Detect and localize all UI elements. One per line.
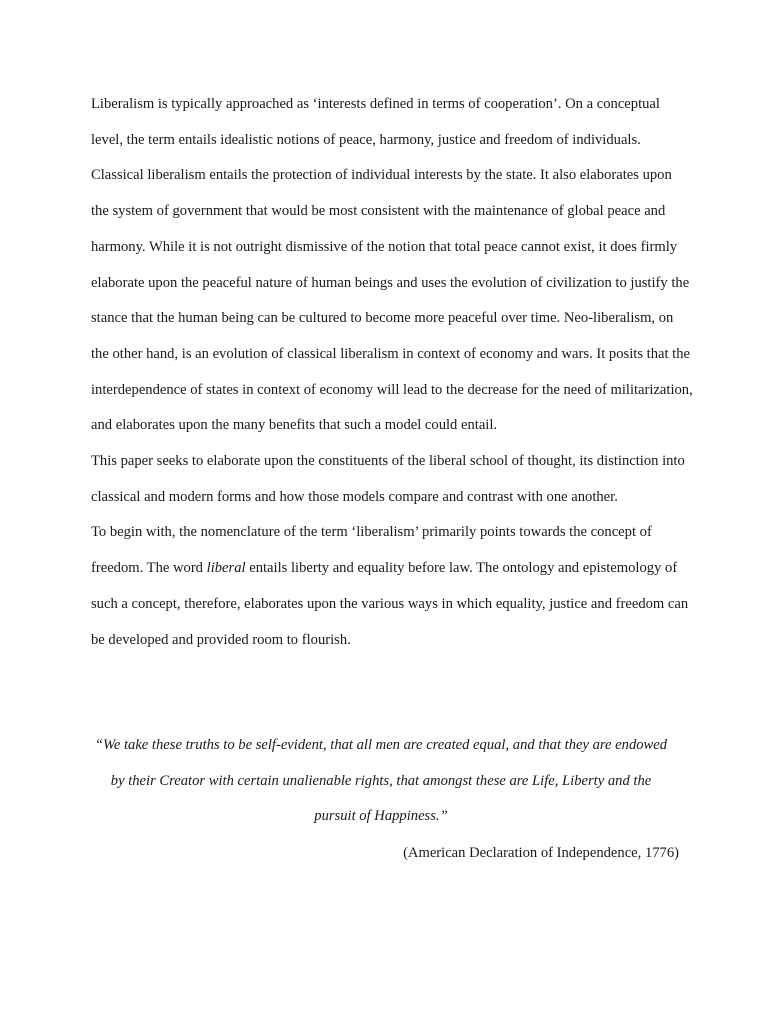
paragraph-3-text-start: To begin with, the nomenclature of the term ‘liberalism’ primarily points towards the concept of freedom. The word	[91, 524, 652, 577]
block-quote: “We take these truths to be self-evident, that all men are created equal, and that they are endowed by their Creator with certain unalienable rights, that amongst these are Life, Liberty and the pursuit of Happiness.”	[94, 737, 668, 825]
quote-citation: (American Declaration of Independence, 1776)	[403, 845, 679, 861]
paragraph-1: Liberalism is typically approached as ‘interests defined in terms of cooperation’. On a conceptual level, the term entails idealistic notions of peace, harmony, justice and freedom of individuals. Classical liberalism entails the protection of individual interests by the state. It also elaborates upon the system of government that would be most consistent with the maintenance of global peace and harmony. While it is not outright dismissive of the notion that total peace cannot exist, it does firmly elaborate upon the peaceful nature of human beings and uses the evolution of civilization to justify the stance that the human being can be cultured to become more peaceful over time. Neo-liberalism, on the other hand, is an evolution of classical liberalism in context of economy and wars. It posits that the interdependence of states in context of economy will lead to the decrease for the need of militarization, and elaborates upon the many benefits that such a model could entail.	[91, 96, 693, 434]
paragraph-3-text-end: entails liberty and equality before law. The ontology and epistemology of such a concept, therefore, elaborates upon the various ways in which equality, justice and freedom can be developed and provided room to flourish.	[91, 560, 689, 648]
paragraph-3	[91, 515, 693, 658]
emphasized-word: liberal	[206, 560, 246, 577]
body-text	[91, 87, 693, 658]
paragraph-2: This paper seeks to elaborate upon the constituents of the liberal school of thought, its distinction into classical and modern forms and how those models compare and contrast with one another.	[91, 453, 685, 505]
